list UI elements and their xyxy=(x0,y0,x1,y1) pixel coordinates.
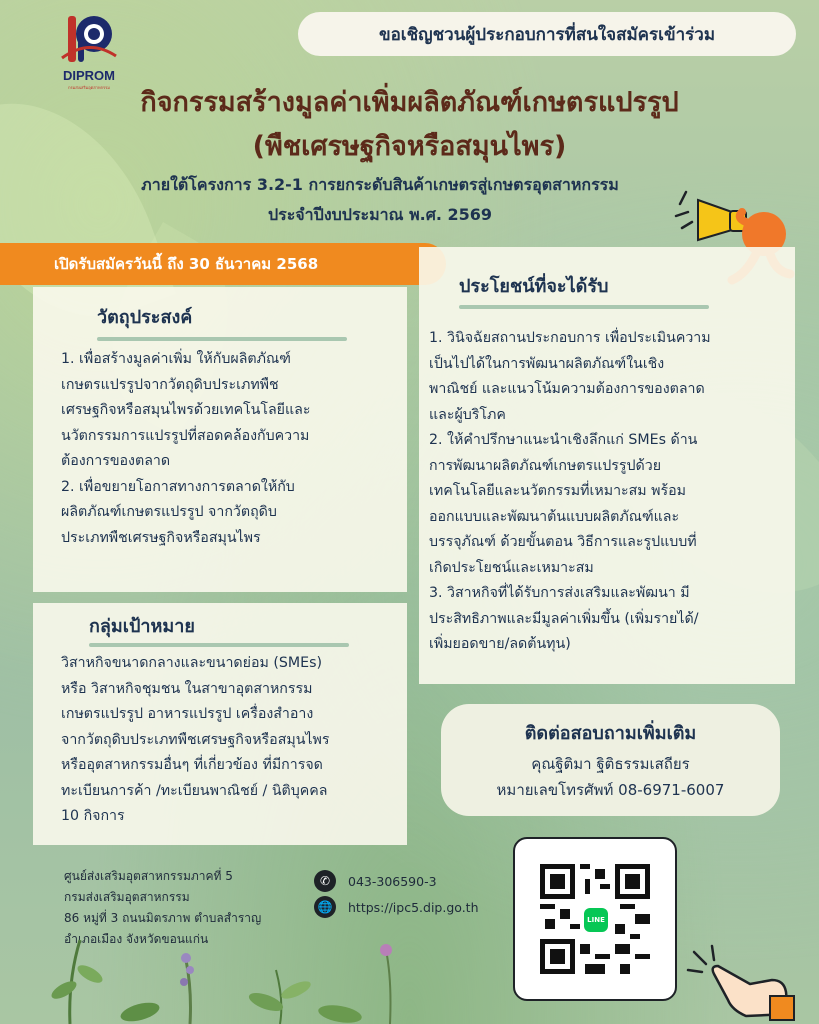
address-line: ศูนย์ส่งเสริมอุตสาหกรรมภาคที่ 5 xyxy=(64,869,233,883)
diprom-logo-mark xyxy=(56,8,122,68)
heading-underline xyxy=(89,643,349,647)
objective-line: นวัตกรรมการแปรรูปที่สอดคล้องกับความ xyxy=(61,427,310,444)
target-text xyxy=(61,651,330,830)
globe-icon: 🌐 xyxy=(314,896,336,918)
footer-website[interactable]: https://ipc5.dip.go.th xyxy=(348,899,479,915)
objective-line: ประเภทพืชเศรษฐกิจหรือสมุนไพร xyxy=(61,529,261,546)
heading-underline xyxy=(459,305,709,309)
address-line: อำเภอเมือง จังหวัดขอนแก่น xyxy=(64,932,209,946)
objective-line: เกษตรแปรรูปจากวัตถุดิบประเภทพืช xyxy=(61,376,279,393)
target-group-card xyxy=(33,603,407,845)
objective-line: 1. เพื่อสร้างมูลค่าเพิ่ม ให้กับผลิตภัณฑ์ xyxy=(61,351,291,367)
objectives-heading: วัตถุประสงค์ xyxy=(97,307,193,328)
target-line: หรือ วิสาหกิจชุมชน ในสาขาอุตสาหกรรม xyxy=(61,680,313,697)
target-line: หรืออุตสาหกรรมอื่นๆ ที่เกี่ยวข้อง ที่มีการจด xyxy=(61,757,323,773)
benefit-line: เป็นไปได้ในการพัฒนาผลิตภัณฑ์ในเชิง xyxy=(429,355,665,372)
address-line: กรมส่งเสริมอุตสาหกรรม xyxy=(64,890,190,904)
fiscal-year: ประจำปีงบประมาณ พ.ศ. 2569 xyxy=(267,205,493,224)
benefit-line: เพิ่มยอดขาย/ลดต้นทุน) xyxy=(429,636,571,652)
line-app-icon: LINE xyxy=(584,908,608,932)
address-line: 86 หมู่ที่ 3 ถนนมิตรภาพ ตำบลสำราญ xyxy=(64,911,262,925)
benefit-line: 1. วินิจฉัยสถานประกอบการ เพื่อประเมินความ xyxy=(429,330,711,346)
contact-heading: ติดต่อสอบถามเพิ่มเติม xyxy=(524,723,697,744)
benefit-line: 3. วิสาหกิจที่ได้รับการส่งเสริมและพัฒนา มี xyxy=(429,585,690,601)
benefit-line: การพัฒนาผลิตภัณฑ์เกษตรแปรรูปด้วย xyxy=(429,457,662,474)
target-line: จากวัตถุดิบประเภทพืชเศรษฐกิจหรือสมุนไพร xyxy=(61,731,330,748)
objective-line: ผลิตภัณฑ์เกษตรแปรรูป จากวัตถุดิบ xyxy=(61,504,277,520)
target-line: วิสาหกิจขนาดกลางและขนาดย่อม (SMEs) xyxy=(61,655,323,671)
objective-line: 2. เพื่อขยายโอกาสทางการตลาดให้กับ xyxy=(61,478,295,495)
benefit-line: เทคโนโลยีและนวัตกรรมที่เหมาะสม พร้อม xyxy=(429,483,687,499)
benefit-line: และผู้บริโภค xyxy=(429,406,506,423)
heading-underline xyxy=(97,337,347,341)
footer-phone[interactable]: 043-306590-3 xyxy=(348,873,437,889)
target-line: เกษตรแปรรูป อาหารแปรรูป เครื่องสำอาง xyxy=(61,706,314,722)
project-subtitle: ภายใต้โครงการ 3.2-1 การยกระดับสินค้าเกษตรสู่เกษตรอุตสาหกรรม xyxy=(141,175,619,194)
logo-name: DIPROM xyxy=(63,68,115,83)
herb-plants-decoration xyxy=(40,930,460,1024)
phone-icon: ✆ xyxy=(314,870,336,892)
page-title-sub: (พืชเศรษฐกิจหรือสมุนไพร) xyxy=(252,131,567,162)
benefit-line: 2. ให้คำปรึกษาแนะนำเชิงลึกแก่ SMEs ด้าน xyxy=(429,432,698,448)
benefit-line: พาณิชย์ และแนวโน้มความต้องการของตลาด xyxy=(429,381,705,397)
pointing-hand-icon xyxy=(686,944,796,1022)
qr-code-card[interactable] xyxy=(513,837,677,1001)
target-heading: กลุ่มเป้าหมาย xyxy=(89,616,195,637)
benefit-line: ออกแบบและพัฒนาต้นแบบผลิตภัณฑ์และ xyxy=(429,508,680,525)
benefits-card xyxy=(419,247,795,684)
footer-website-row[interactable] xyxy=(314,896,479,918)
benefit-line: บรรจุภัณฑ์ ด้วยขั้นตอน วิธีการและรูปแบบที่ xyxy=(429,534,697,550)
page-title: กิจกรรมสร้างมูลค่าเพิ่มผลิตภัณฑ์เกษตรแปรรูป xyxy=(140,87,679,118)
benefit-line: เกิดประโยชน์และเหมาะสม xyxy=(429,559,594,576)
benefits-text xyxy=(429,326,711,658)
target-line: ทะเบียนการค้า /ทะเบียนพาณิชย์ / นิติบุคคล xyxy=(61,782,328,799)
logo-tagline: กรมส่งเสริมอุตสาหกรรม xyxy=(68,85,110,90)
registration-deadline-banner: เปิดรับสมัครวันนี้ ถึง 30 ธันวาคม 2568 xyxy=(0,243,446,285)
footer-phone-row[interactable] xyxy=(314,870,437,892)
invite-banner: ขอเชิญชวนผู้ประกอบการที่สนใจสมัครเข้าร่วม xyxy=(298,12,796,56)
objective-line: ต้องการของตลาด xyxy=(61,453,171,469)
benefits-heading: ประโยชน์ที่จะได้รับ xyxy=(459,276,609,297)
contact-box xyxy=(441,704,780,816)
objective-line: เศรษฐกิจหรือสมุนไพรด้วยเทคโนโลยีและ xyxy=(61,402,311,418)
objectives-card xyxy=(33,287,407,592)
benefit-line: ประสิทธิภาพและมีมูลค่าเพิ่มขึ้น (เพิ่มรายได้/ xyxy=(429,610,699,627)
target-line: 10 กิจการ xyxy=(61,808,125,824)
objectives-text xyxy=(61,347,310,551)
contact-person: คุณฐิติมา ฐิติธรรมเสถียร xyxy=(531,755,690,773)
contact-phone[interactable]: หมายเลขโทรศัพท์ 08-6971-6007 xyxy=(496,781,725,799)
